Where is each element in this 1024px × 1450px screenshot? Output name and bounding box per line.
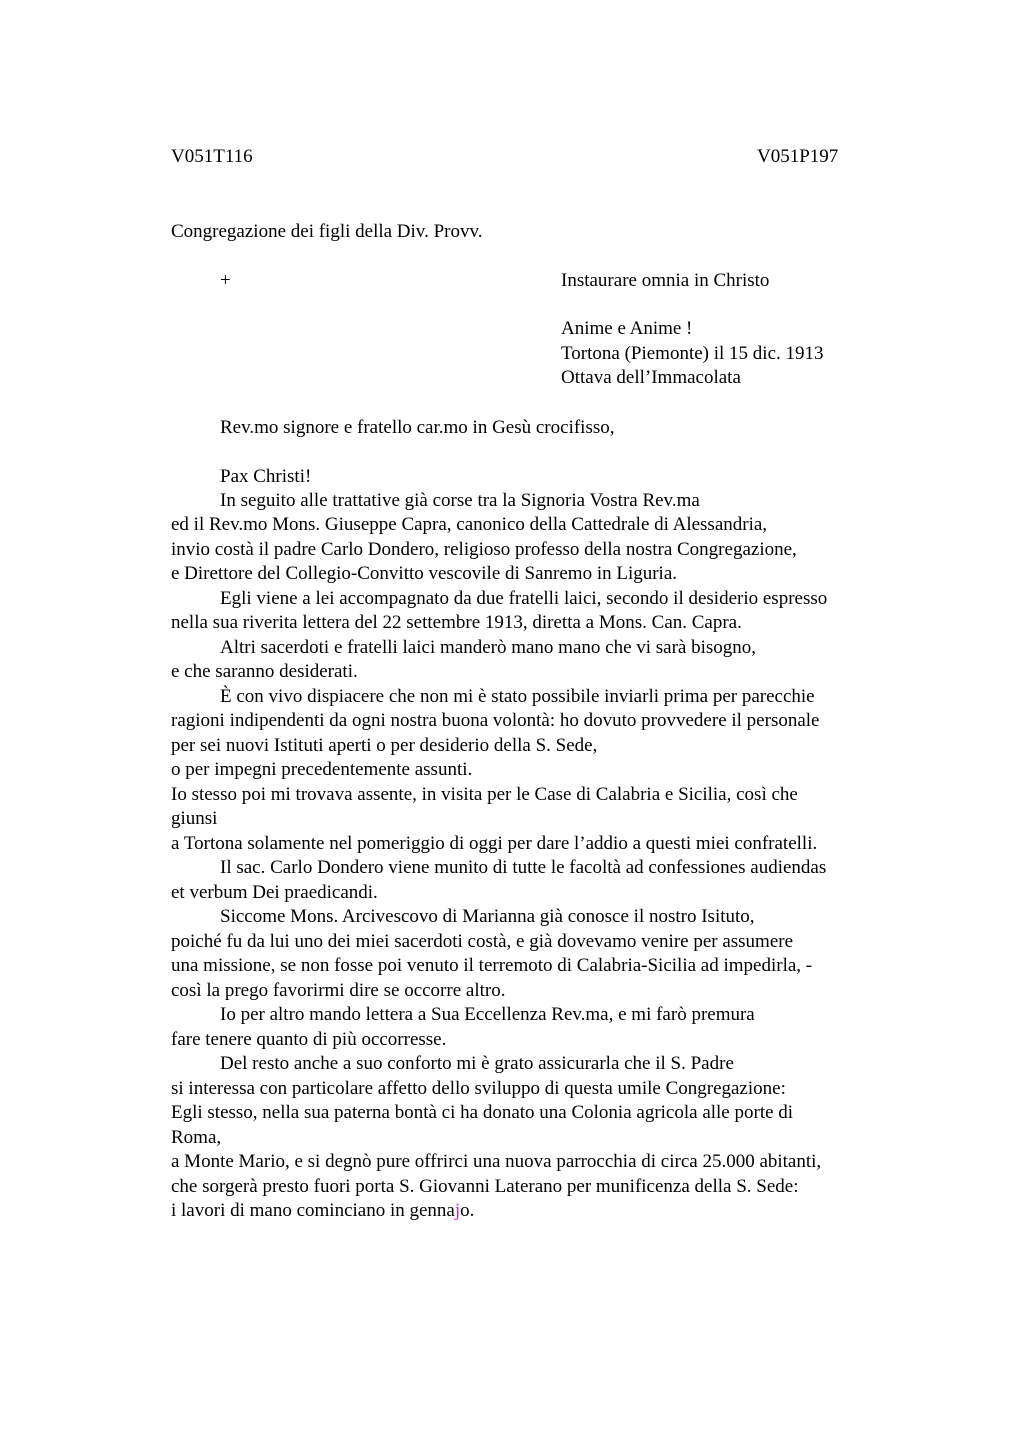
last-line-end: o. (460, 1200, 475, 1221)
body-line: a Monte Mario, e si degnò pure offrirci una nuova parrocchia di circa 25.000 abitanti, (171, 1151, 822, 1172)
motto-secondary: Anime e Anime ! (561, 318, 693, 339)
body-line: nella sua riverita lettera del 22 settembre 1913, diretta a Mons. Can. Capra. (171, 612, 742, 633)
highlighted-letter: j (454, 1200, 461, 1221)
body-line: et verbum Dei praedicandi. (171, 882, 378, 903)
cross-symbol: + (220, 270, 231, 291)
body-line: giunsi (171, 808, 218, 829)
body-line: Egli viene a lei accompagnato da due fratelli laici, secondo il desiderio espresso (220, 588, 828, 609)
body-line: per sei nuovi Istituti aperti o per desiderio della S. Sede, (171, 735, 598, 756)
body-line: e che saranno desiderati. (171, 661, 358, 682)
body-line: Egli stesso, nella sua paterna bontà ci ha donato una Colonia agricola alle porte di (171, 1102, 794, 1123)
body-line: ragioni indipendenti da ogni nostra buona volontà: ho dovuto provvedere il personale (171, 710, 820, 731)
body-line: Io stesso poi mi trovava assente, in visita per le Case di Calabria e Sicilia, così che (171, 784, 798, 805)
body-line: ed il Rev.mo Mons. Giuseppe Capra, canonico della Cattedrale di Alessandria, (171, 514, 768, 535)
body-line: a Tortona solamente nel pomeriggio di oggi per dare l’addio a questi miei confratelli. (171, 833, 818, 854)
greeting: Pax Christi! (220, 466, 312, 487)
body-line: una missione, se non fosse poi venuto il terremoto di Calabria-Sicilia ad impedirla, - (171, 955, 813, 976)
body-line: o per impegni precedentemente assunti. (171, 759, 473, 780)
body-line: In seguito alle trattative già corse tra la Signoria Vostra Rev.ma (220, 490, 700, 511)
body-line: Altri sacerdoti e fratelli laici manderò mano mano che vi sarà bisogno, (220, 637, 757, 658)
last-line-start: i lavori di mano cominciano in genna (171, 1200, 455, 1221)
document-code-right: V051P197 (757, 146, 839, 167)
motto-line: Instaurare omnia in Christo (561, 270, 770, 291)
congregation-heading: Congregazione dei figli della Div. Provv. (171, 221, 483, 242)
body-line: Del resto anche a suo conforto mi è grato assicurarla che il S. Padre (220, 1053, 734, 1074)
liturgical-date: Ottava dell’Immacolata (561, 367, 741, 388)
body-line: poiché fu da lui uno dei miei sacerdoti costà, e già dovevamo venire per assumere (171, 931, 794, 952)
body-line: si interessa con particolare affetto dello sviluppo di questa umile Congregazione: (171, 1078, 786, 1099)
document-code-left: V051T116 (171, 146, 253, 167)
body-line: così la prego favorirmi dire se occorre altro. (171, 980, 506, 1001)
body-line: che sorgerà presto fuori porta S. Giovanni Laterano per munificenza della S. Sede: (171, 1176, 799, 1197)
body-line: Il sac. Carlo Dondero viene munito di tutte le facoltà ad confessiones audiendas (220, 857, 827, 878)
salutation: Rev.mo signore e fratello car.mo in Gesù crocifisso, (220, 417, 615, 438)
body-line-last (171, 1199, 474, 1223)
body-line: Roma, (171, 1127, 222, 1148)
body-line: fare tenere quanto di più occorresse. (171, 1029, 447, 1050)
body-line: Siccome Mons. Arcivescovo di Marianna già conosce il nostro Isituto, (220, 906, 755, 927)
body-line: invio costà il padre Carlo Dondero, religioso professo della nostra Congregazione, (171, 539, 797, 560)
body-line: È con vivo dispiacere che non mi è stato possibile inviarli prima per parecchie (220, 686, 815, 707)
body-line: Io per altro mando lettera a Sua Eccellenza Rev.ma, e mi farò premura (220, 1004, 755, 1025)
body-line: e Direttore del Collegio-Convitto vescovile di Sanremo in Liguria. (171, 563, 678, 584)
place-date: Tortona (Piemonte) il 15 dic. 1913 (561, 343, 824, 364)
